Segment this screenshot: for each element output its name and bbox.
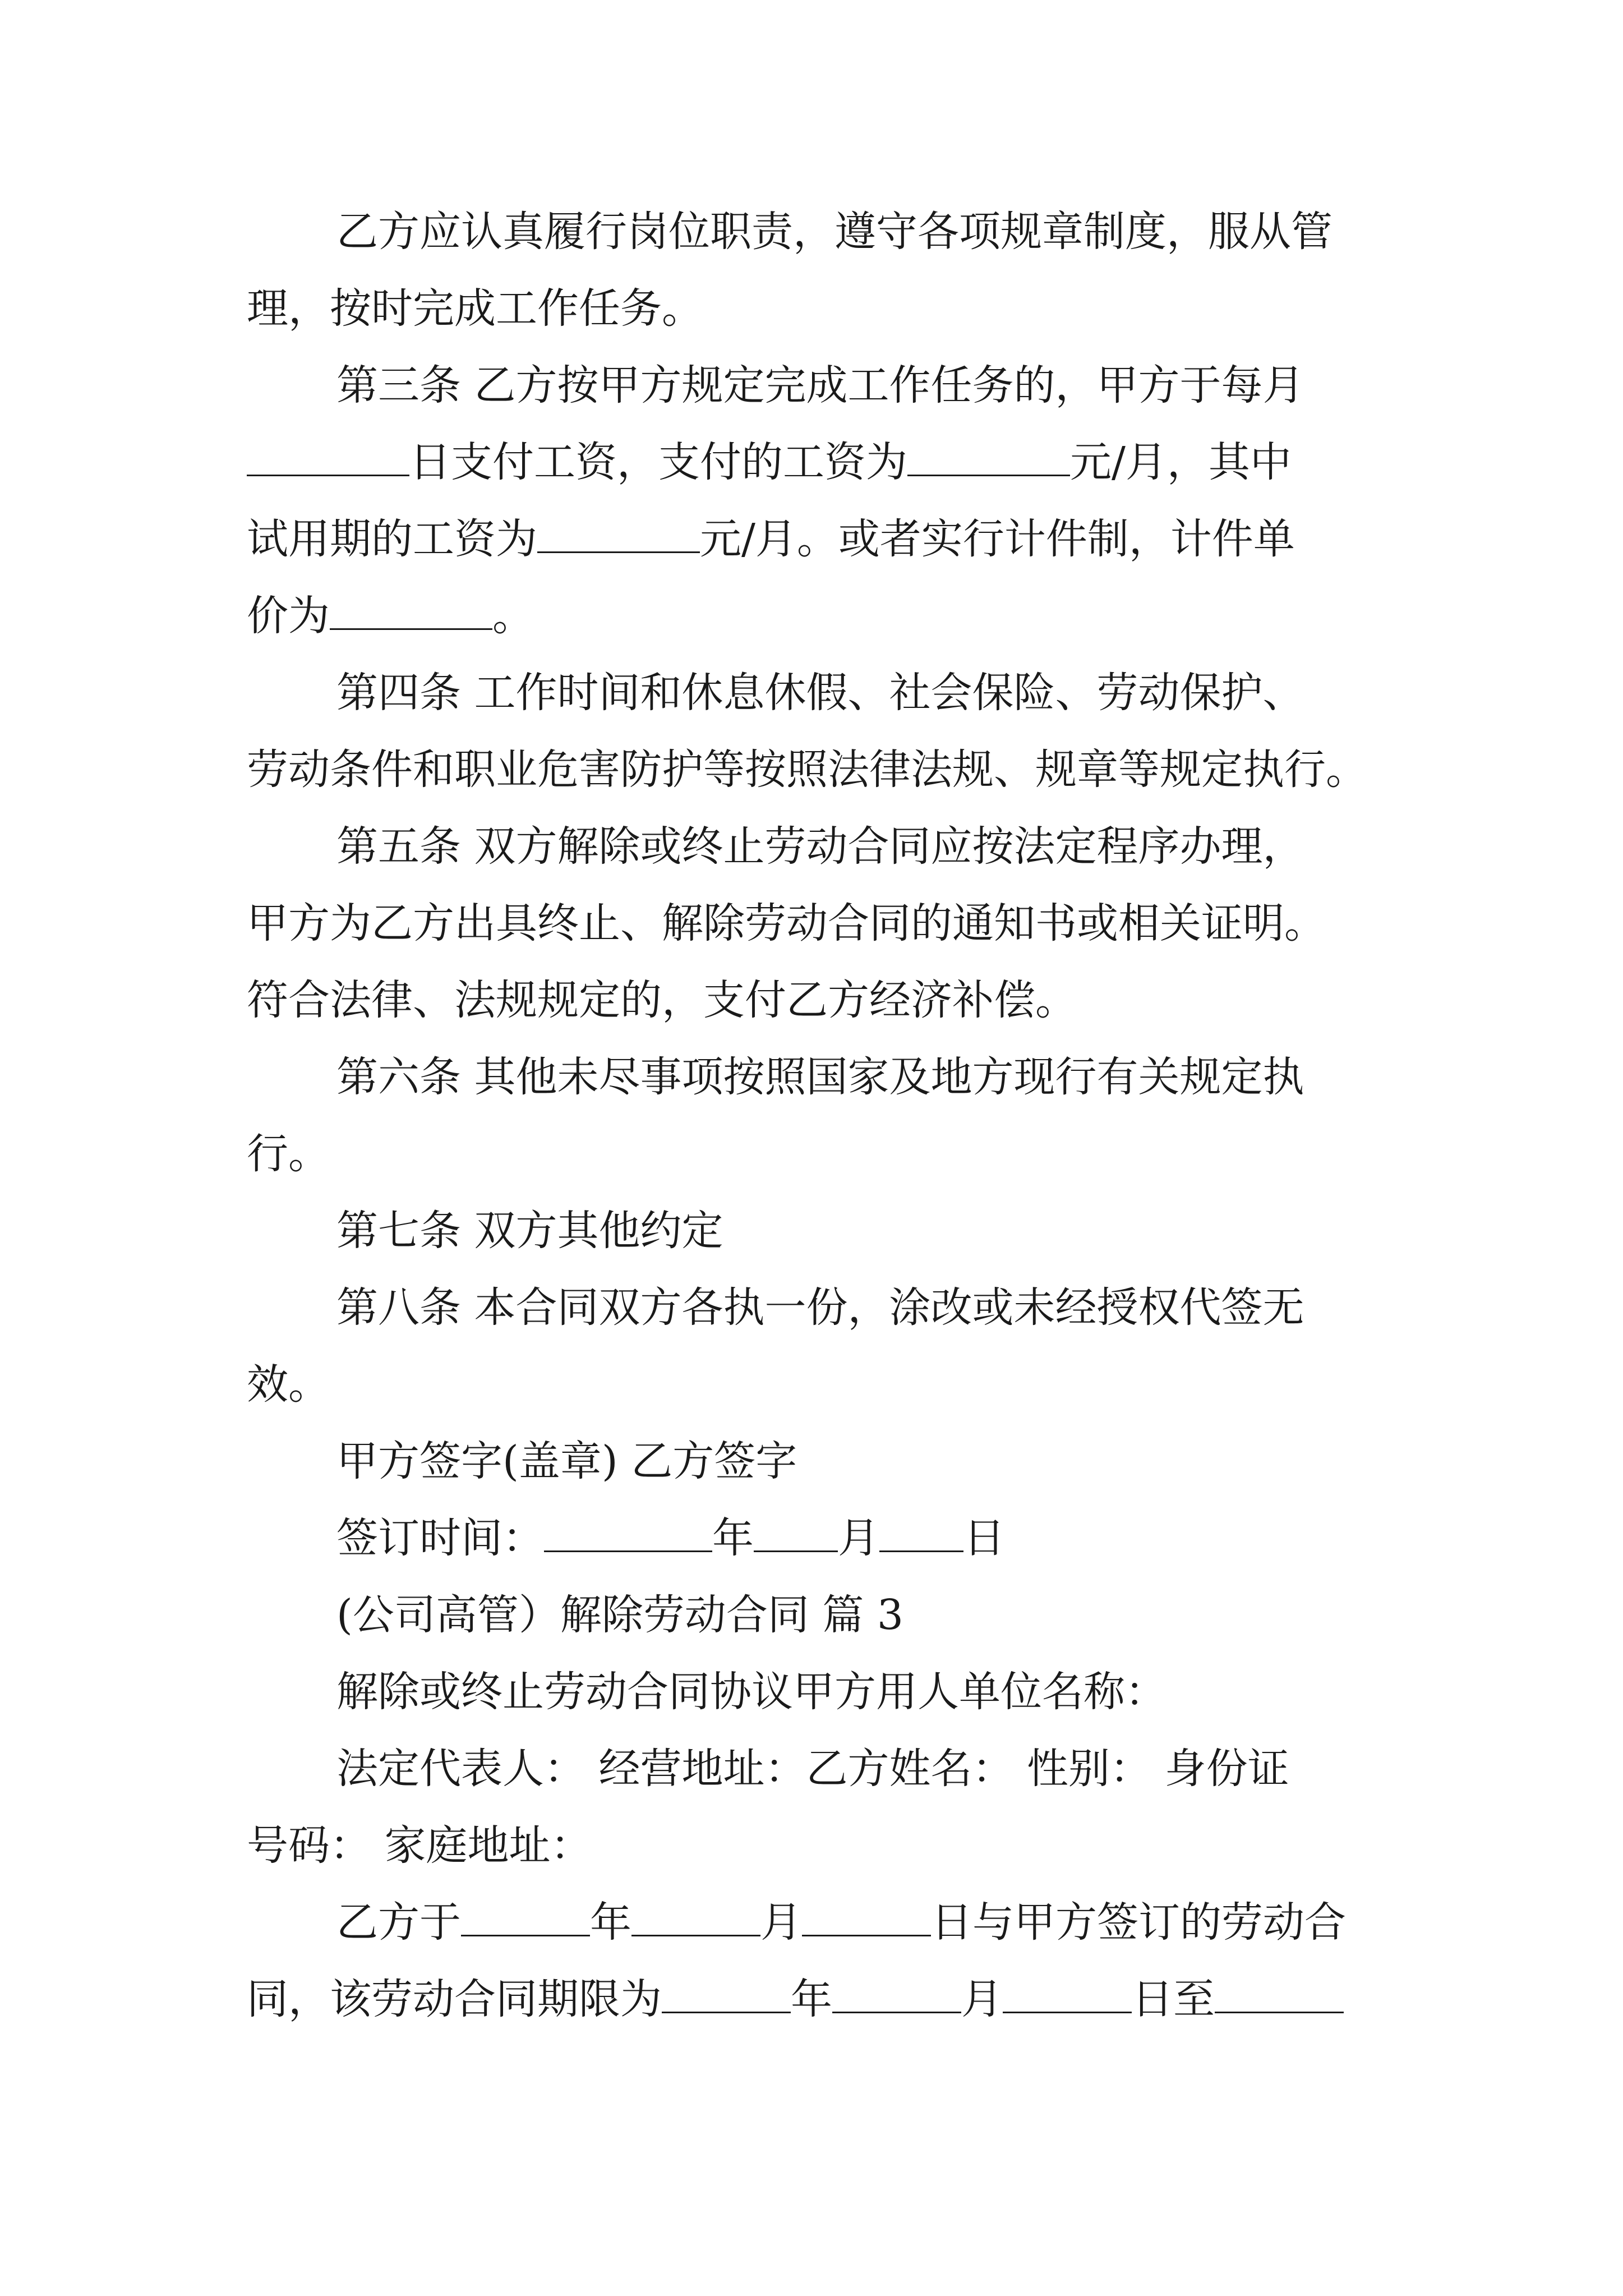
article-4: 第四条 工作时间和休息休假、社会保险、劳动保护、 bbox=[336, 669, 1304, 717]
text-line: 行。 bbox=[247, 1130, 330, 1178]
text-line: 劳动条件和职业危害防护等按照法律法规、规章等规定执行。 bbox=[247, 746, 1367, 794]
fill-blank bbox=[662, 1977, 791, 2013]
fill-blank bbox=[330, 593, 492, 630]
article-3: 第三条 乙方按甲方规定完成工作任务的，甲方于每月 bbox=[336, 361, 1304, 409]
text-line: 试用期的工资为 元/月。或者实行计件制，计件单 bbox=[247, 515, 1295, 563]
section-heading: (公司高管）解除劳动合同 篇 3 bbox=[336, 1591, 903, 1639]
text-line: 乙方于 年 月 日与甲方签订的劳动合 bbox=[336, 1898, 1346, 1947]
text-line: 法定代表人： 经营地址：乙方姓名： 性别： 身份证 bbox=[336, 1745, 1289, 1793]
signature-line: 甲方签字(盖章) 乙方签字 bbox=[336, 1437, 797, 1485]
fill-blank bbox=[461, 1900, 590, 1936]
signing-date-line: 签订时间： 年 月 日 bbox=[336, 1514, 1005, 1562]
text-line: 价为 。 bbox=[247, 592, 534, 640]
document-body bbox=[247, 194, 1385, 2038]
fill-blank bbox=[1003, 1977, 1132, 2013]
text-line: 解除或终止劳动合同协议甲方用人单位名称： bbox=[336, 1668, 1166, 1716]
fill-blank bbox=[754, 1516, 838, 1552]
text-line: 乙方应认真履行岗位职责，遵守各项规章制度，服从管 bbox=[336, 208, 1332, 256]
text-line: 效。 bbox=[247, 1360, 330, 1409]
text-line: 日支付工资，支付的工资为 元/月，其中 bbox=[247, 424, 1385, 501]
fill-blank bbox=[879, 1516, 963, 1552]
article-7: 第七条 双方其他约定 bbox=[336, 1207, 723, 1255]
fill-blank bbox=[247, 440, 409, 476]
fill-blank bbox=[544, 1516, 712, 1552]
article-5: 第五条 双方解除或终止劳动合同应按法定程序办理， bbox=[336, 822, 1304, 871]
text-line: 理，按时完成工作任务。 bbox=[247, 284, 703, 333]
article-8: 第八条 本合同双方各执一份，涂改或未经授权代签无 bbox=[336, 1283, 1304, 1332]
fill-blank bbox=[832, 1977, 961, 2013]
text-line: 号码： 家庭地址： bbox=[247, 1821, 592, 1870]
fill-blank bbox=[907, 440, 1070, 476]
fill-blank bbox=[1215, 1977, 1344, 2013]
text-line: 同，该劳动合同期限为 年 月 日至 bbox=[247, 1961, 1385, 2038]
fill-blank bbox=[802, 1900, 931, 1936]
text-line: 甲方为乙方出具终止、解除劳动合同的通知书或相关证明。 bbox=[247, 899, 1326, 947]
article-6: 第六条 其他未尽事项按照国家及地方现行有关规定执 bbox=[336, 1053, 1304, 1101]
fill-blank bbox=[537, 517, 700, 553]
fill-blank bbox=[631, 1900, 760, 1936]
text-line: 符合法律、法规规定的，支付乙方经济补偿。 bbox=[247, 976, 1077, 1024]
